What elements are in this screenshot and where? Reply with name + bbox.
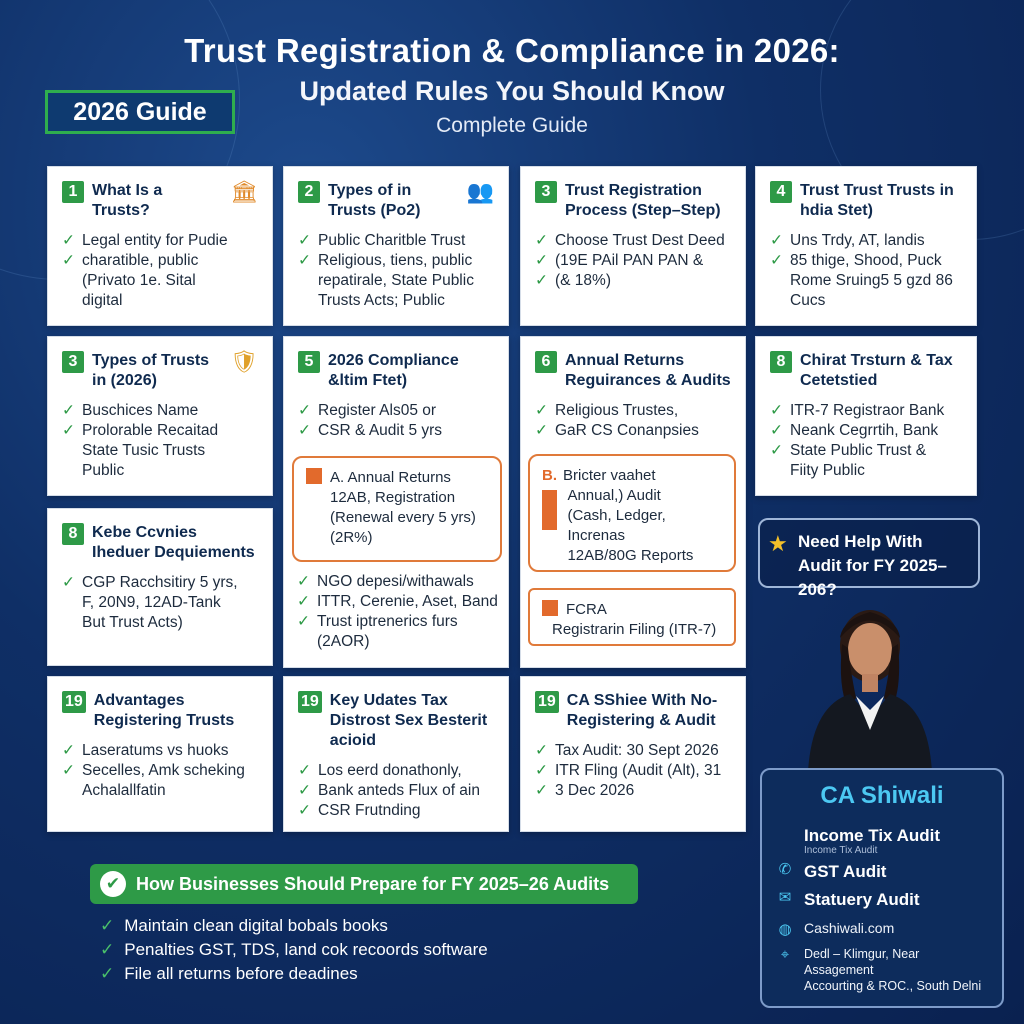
check-icon: ✓ [298, 232, 311, 249]
card-title: 2026 Compliance &ltim Ftet) [328, 352, 459, 389]
annual-returns-line: (Renewal every 5 yrs) [330, 509, 476, 526]
check-icon: ✓ [298, 802, 311, 819]
card-item: ✓ CSR & Audit 5 yrs [298, 422, 443, 439]
check-icon: ✓ [298, 762, 311, 779]
check-icon: ✓ [100, 940, 115, 959]
card-item: ✓ GaR CS Conanpsies [535, 422, 699, 439]
card-item: ✓ Choose Trust Dest Deed [535, 232, 725, 249]
card-title: Advantages Registering Trusts [93, 692, 235, 729]
card-item: Trusts Acts; Public [318, 292, 445, 309]
card-number-badge: 6 [535, 351, 557, 373]
card-items [535, 401, 731, 441]
check-icon: ✓ [535, 422, 548, 439]
card-number-badge: 19 [535, 691, 559, 713]
fcra-box [528, 588, 736, 646]
card-number-badge: 1 [62, 181, 84, 203]
check-icon: ✓ [62, 402, 75, 419]
check-icon: ✓ [62, 574, 75, 591]
card-items [535, 231, 731, 291]
info-card [520, 676, 746, 832]
card-item: ✓ 3 Dec 2026 [535, 782, 635, 799]
card-item: digital [82, 292, 123, 309]
consultant-photo [790, 598, 950, 772]
check-icon: ✓ [100, 916, 115, 935]
card-item: Fiity Public [790, 462, 865, 479]
check-icon: ✓ [535, 762, 548, 779]
card-item: ✓ 85 thige, Shood, Puck [770, 252, 942, 269]
info-card [283, 676, 509, 832]
prepare-item: ✓ Penalties GST, TDS, land cok recoords software [100, 940, 488, 959]
check-icon: ✓ [298, 782, 311, 799]
need-help-text: Need Help With Audit for FY 2025–206? [798, 532, 947, 599]
prepare-heading: How Businesses Should Prepare for FY 2025–26 Audits [136, 873, 610, 894]
page-subtitle: Updated Rules You Should Know [299, 76, 725, 106]
card-item: ✓ (19E PAil PAN PAN & [535, 252, 704, 269]
card-items [535, 741, 731, 801]
card-items [770, 231, 962, 311]
card-item: ✓ Uns Trdy, AT, landis [770, 232, 925, 249]
check-icon: ✓ [297, 593, 310, 610]
card-item: ✓ charatible, public [62, 252, 199, 269]
check-icon: ✓ [298, 402, 311, 419]
compliance-extra-item: ✓ NGO depesi/withawals [297, 573, 474, 590]
prepare-list [100, 914, 488, 986]
card-items [298, 231, 494, 311]
check-icon: ✓ [770, 442, 783, 459]
card-item: ✓ Public Charitble Trust [298, 232, 466, 249]
page-title: Trust Registration & Compliance in 2026: [184, 32, 840, 69]
annual-returns-box [292, 456, 502, 562]
shield-icon: 🛡 [230, 349, 258, 374]
card-item: ✓ Los eerd donathonly, [298, 762, 462, 779]
people-icon: 👥 [466, 179, 494, 204]
card-number-badge: 8 [770, 351, 792, 373]
audit-box-line: 12AB/80G Reports [567, 547, 694, 564]
check-icon: ✓ [297, 573, 310, 590]
card-item: Achalallfatin [82, 782, 166, 799]
card-item: (Privato 1e. Sital [82, 272, 196, 289]
card-item: ✓ Secelles, Amk scheking [62, 762, 245, 779]
compliance-extra-item: ✓ Trust iptrenerics furs [297, 613, 458, 630]
info-card [47, 336, 273, 496]
card-number-badge: 19 [298, 691, 322, 713]
service-gst: GST Audit [804, 862, 887, 881]
card-items [62, 573, 258, 633]
card-number-badge: 2 [298, 181, 320, 203]
card-number-badge: 3 [535, 181, 557, 203]
annual-returns-line: 12AB, Registration [330, 489, 456, 506]
profile-card [760, 768, 1004, 1008]
fcra-line: Registrarin Filing (ITR-7) [552, 621, 717, 638]
check-icon: ✓ [298, 422, 311, 439]
orange-square-icon [542, 600, 558, 616]
check-icon: ✓ [62, 252, 75, 269]
card-title: Types of in Trusts (Po2) [328, 182, 421, 219]
annual-returns-line: (2R%) [330, 529, 373, 546]
check-icon: ✓ [535, 742, 548, 759]
audit-box-line: Annual,) Audit [567, 487, 661, 504]
card-item: ✓ ITR-7 Registraor Bank [770, 402, 945, 419]
check-icon: ✓ [62, 232, 75, 249]
info-card [755, 336, 977, 496]
card-item: State Tusic Trusts [82, 442, 206, 459]
card-items [770, 401, 962, 481]
annual-returns-label: A. Annual Returns [330, 469, 451, 486]
info-card [47, 508, 273, 666]
card-item: ✓ Legal entity for Pudie [62, 232, 228, 249]
audit-box-letter: B. [542, 467, 557, 484]
check-circle-icon: ✔ [100, 871, 126, 897]
service-income-tax-sub: Income Tix Audit [804, 845, 878, 856]
card-title: Kebe Ccvnies Iheduer Dequiements [92, 524, 255, 561]
card-items [298, 401, 494, 441]
card-item: ✓ Religious, tiens, public [298, 252, 473, 269]
address-line: Accourting & ROC., South Delni [804, 979, 982, 993]
info-card [755, 166, 977, 326]
card-item: ✓ Register Als05 or [298, 402, 437, 419]
card-title: Key Udates Tax Distrost Sex Besterit acioid [329, 692, 488, 749]
info-card [520, 166, 746, 326]
info-card [47, 676, 273, 832]
audit-box-line: (Cash, Ledger, Increnas [567, 507, 666, 544]
card-number-badge: 8 [62, 523, 84, 545]
card-title: CA SShiee With No-Registering & Audit [566, 692, 718, 729]
check-icon: ✓ [770, 252, 783, 269]
profile-name: CA Shiwali [820, 782, 944, 809]
card-item: ✓ Laseratums vs huoks [62, 742, 229, 759]
globe-icon: ◍ [778, 921, 792, 938]
check-icon: ✓ [535, 272, 548, 289]
phone-icon: ✆ [778, 861, 792, 878]
card-item: ✓ CSR Frutnding [298, 802, 421, 819]
orange-bar-icon [542, 490, 557, 530]
card-item: ✓ (& 18%) [535, 272, 611, 289]
card-item: F, 20N9, 12AD-Tank [82, 594, 221, 611]
check-icon: ✓ [62, 422, 75, 439]
prepare-item: ✓ Maintain clean digital bobals books [100, 916, 388, 935]
card-title: Trust Registration Process (Step–Step) [565, 182, 721, 219]
service-statutory: Statuery Audit [804, 890, 920, 909]
card-items [298, 761, 494, 821]
guide-badge: 2026 Guide [45, 90, 235, 134]
prepare-heading-bar [90, 864, 638, 904]
card-item: Public [82, 462, 125, 479]
card-number-badge: 4 [770, 181, 792, 203]
compliance-extra-item: (2AOR) [317, 633, 370, 650]
check-icon: ✓ [770, 422, 783, 439]
check-icon: ✓ [535, 782, 548, 799]
audit-box [528, 454, 736, 572]
card-item: But Trust Acts) [82, 614, 183, 631]
check-icon: ✓ [298, 252, 311, 269]
audit-box-title: Bricter vaahet [563, 467, 656, 484]
card-items [62, 231, 258, 311]
address-line: Dedl – Klimgur, Near Assagement [804, 947, 920, 977]
website-link[interactable]: Cashiwali.com [804, 920, 895, 936]
check-icon: ✓ [535, 402, 548, 419]
compliance-extra-items [297, 572, 511, 652]
check-icon: ✓ [770, 232, 783, 249]
service-income-tax: Income Tix Audit [804, 826, 941, 845]
card-item: ✓ Neank Cegrrtih, Bank [770, 422, 939, 439]
check-icon: ✓ [770, 402, 783, 419]
page-tagline: Complete Guide [436, 114, 588, 137]
compliance-extra-list [283, 572, 511, 652]
check-icon: ✓ [62, 762, 75, 779]
orange-square-icon [306, 468, 322, 484]
bank-icon: 🏛 [230, 179, 258, 204]
location-icon: ⌖ [780, 946, 790, 963]
fcra-line: FCRA [566, 601, 607, 618]
card-title: Types of Trusts in (2026) [92, 352, 210, 389]
check-icon: ✓ [535, 252, 548, 269]
mail-icon: ✉ [778, 889, 792, 906]
card-item: ✓ Buschices Name [62, 402, 199, 419]
card-number-badge: 19 [62, 691, 86, 713]
card-item: Rome Sruing5 5 gzd 86 [790, 272, 953, 289]
card-item: ✓ Prolorable Recaitad [62, 422, 219, 439]
card-title: Chirat Trsturn & Tax Cetetstied [800, 352, 953, 389]
card-items [62, 401, 258, 481]
card-title: Trust Trust Trusts in hdia Stet) [800, 182, 954, 219]
prepare-item: ✓ File all returns before deadines [100, 964, 358, 983]
card-item: ✓ Religious Trustes, [535, 402, 679, 419]
info-card [283, 166, 509, 326]
card-item: ✓ Bank anteds Flux of ain [298, 782, 480, 799]
card-item: ✓ ITR Fling (Audit (Alt), 31 [535, 762, 722, 779]
card-item: ✓ CGP Racchsitiry 5 yrs, [62, 574, 238, 591]
card-item: repatirale, State Public [318, 272, 474, 289]
card-number-badge: 3 [62, 351, 84, 373]
card-item: ✓ Tax Audit: 30 Sept 2026 [535, 742, 719, 759]
card-item: ✓ State Public Trust & [770, 442, 927, 459]
check-icon: ✓ [62, 742, 75, 759]
check-icon: ✓ [535, 232, 548, 249]
info-card [47, 166, 273, 326]
star-icon: ★ [768, 531, 788, 556]
need-help-box[interactable] [758, 518, 980, 599]
card-number-badge: 5 [298, 351, 320, 373]
card-items [62, 741, 258, 801]
card-title: Annual Returns Reguirances & Audits [565, 352, 731, 389]
check-icon: ✓ [297, 613, 310, 630]
check-icon: ✓ [100, 964, 115, 983]
compliance-extra-item: ✓ ITTR, Cerenie, Aset, Band [297, 593, 498, 610]
card-item: Cucs [790, 292, 826, 309]
card-title: What Is a Trusts? [92, 182, 163, 219]
